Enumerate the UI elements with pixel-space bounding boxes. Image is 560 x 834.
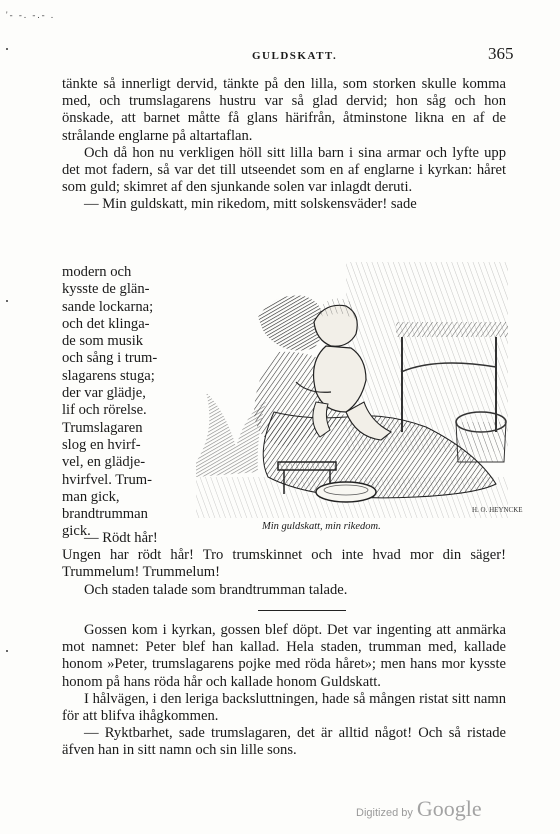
text-line: slog en hvirf- [62,436,141,453]
top-text [62,76,506,214]
page-number: 365 [488,44,514,63]
paragraph: — Rödt hår! [84,530,158,546]
google-logo: Google [416,796,482,821]
text-line: och sång i trum- [62,350,158,367]
text-line: sande lockarna; [62,298,154,315]
digitized-watermark [356,796,482,822]
after-illustration-text [62,530,506,599]
bottom-text [62,622,506,760]
paragraph: I hålvägen, i den leriga backsluttningen, hade så mången ristat sitt namn för att blifva ihågkommen. [62,690,506,725]
paragraph: Gossen kom i kyrkan, gossen blef döpt. Det var ingenting att anmärka mot namnet: Peter blef han kallad. Hela staden, trumman med, kallade honom »Peter, trumslagarens pojke med röda håret»; men hans mor kysste honom på hans röda hår och kallade honom Guldskatt. [62,622,506,690]
gutter-dot [6,48,8,50]
text-line: hvirfvel. Trum- [62,471,152,488]
paragraph: Och staden talade som brandtrumman talade. [84,581,348,598]
text-line: gick. [62,523,91,540]
section-divider [258,610,346,611]
text-line: modern och [62,264,132,280]
running-title: GULDSKATT. [252,50,338,62]
text-line: lif och rörelse. [62,402,147,419]
paragraph: Och då hon nu verkligen höll sitt lilla barn i sina armar och lyfte upp det mot fadern, så var det till utseendet som en af englarne i kyrkan: håret som guld; skimret af den sjunkande solen var inlagdt deruti. [62,144,506,196]
engraving-mother-and-child [196,262,523,518]
watermark-prefix: Digitized by [356,807,413,819]
paragraph: — Ryktbarhet, sade trumslagaren, det är alltid något! Och så ristade äfven han in sitt namn och sin lille sons. [62,725,506,759]
text-line: de som musik [62,333,144,350]
paragraph: Ungen har rödt hår! Tro trumskinnet och inte hvad mor din säger! Trummelum! Trummelum! [62,547,506,581]
paragraph: tänkte så innerligt dervid, tänkte på den lilla, som storken skulle komma med, och trumslagarens hustru var så glad dervid; hon såg och hon önskade, att barnet måtte få glans härifrån, åtminstone likna en af de strålande englarne på altartaflan. [62,76,506,144]
illustration-caption: Min guldskatt, min rikedom. [262,521,381,532]
text-line: der var glädje, [62,385,146,402]
paragraph: — Min guldskatt, min rikedom, mitt solskensväder! sade [84,196,417,213]
page-edge-mark: '- -. -.- . [6,10,56,20]
gutter-dot [6,300,8,302]
gutter-dot [6,650,8,652]
text-line: vel, en glädje- [62,454,146,471]
wrap-around-column [62,264,194,541]
text-line: man gick, [62,488,120,505]
text-line: Trumslagaren [62,419,143,436]
text-line: brandtrumman [62,506,148,523]
text-line: kysste de glän- [62,281,150,298]
text-line: och det klinga- [62,315,150,332]
text-line: slagarens stuga; [62,367,155,384]
artist-signature: H. O. HEYNCKE [472,506,523,514]
